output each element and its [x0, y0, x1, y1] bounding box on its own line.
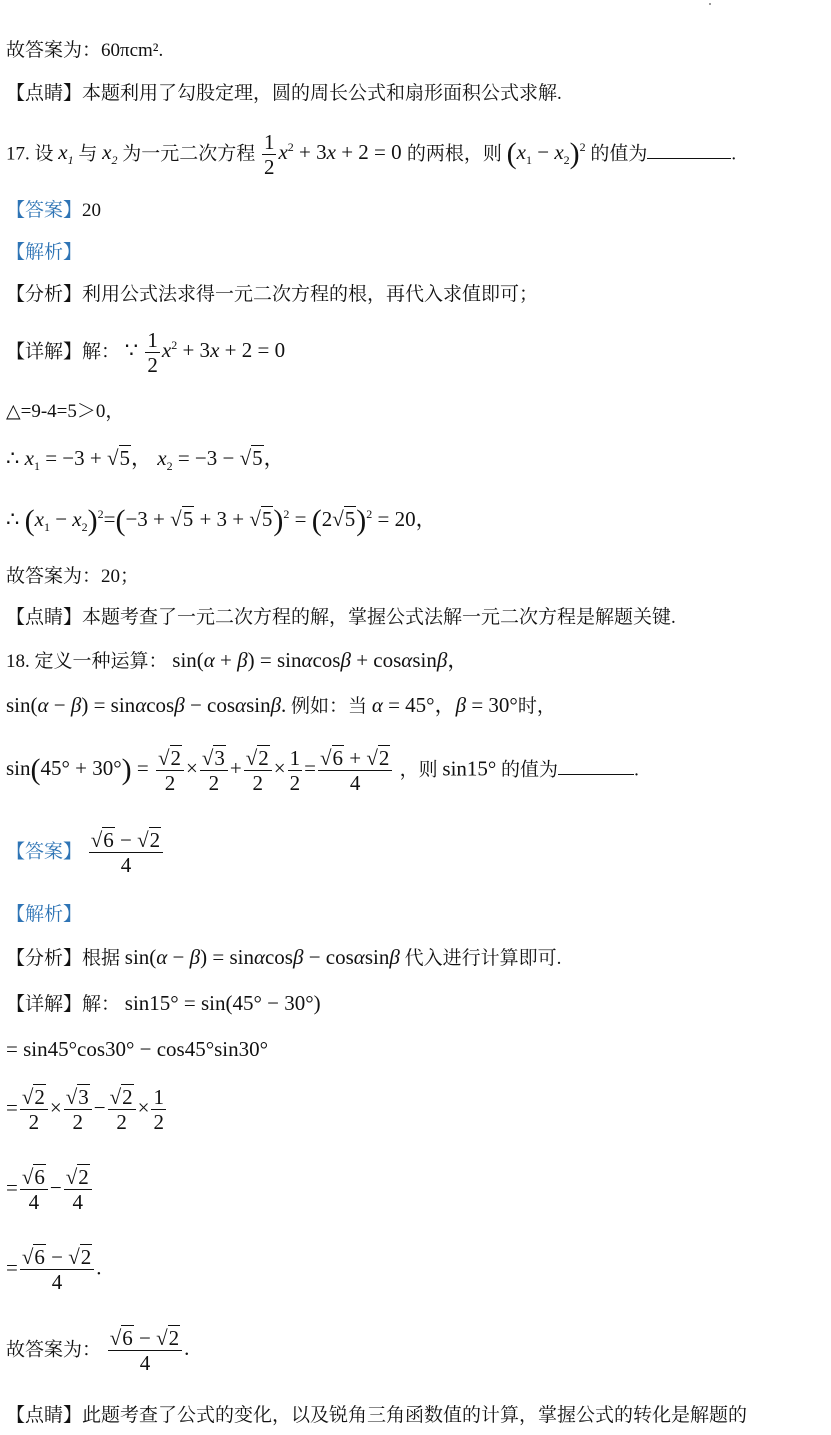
fenxi-18: 【分析】根据 sin(α − β) = sinαcosβ − cosαsinβ 代入进行计算即可. [6, 945, 562, 969]
xiangjie-17: 【详解】解： ∵ $\frac{1}{2}$ $x^2 + 3x + 2 = 0$ [6, 328, 286, 378]
question-18-line1: 18. 定义一种运算： sin(α + β) = sinαcosβ + cosαsinβ， [6, 648, 469, 672]
scan-speck [709, 3, 711, 5]
delta-line: △=9-4=5＞0， [6, 401, 125, 422]
step-3: = $\frac{√6}{4}$ − $\frac{√2}{4}$ [6, 1165, 94, 1214]
xiangjie-18: 【详解】解： sin15° = sin(45° − 30°) [6, 991, 321, 1015]
answer-line-18: 故答案为： $\frac{√6 - √2}{4}$ . [6, 1326, 190, 1376]
answer-18: 【答案】 $\frac{√6 - √2}{4}$ [6, 828, 165, 877]
fenxi-17: 【分析】利用公式法求得一元二次方程的根，再代入求值即可； [6, 284, 539, 305]
step-2: = $\frac{√2}{2}$ × $\frac{√3}{2}$ − $\frac{√2}{2}$ × $\frac{1}{2}$ [6, 1085, 164, 1135]
dianjing-16: 【点睛】本题利用了勾股定理，圆的周长公式和扇形面积公式求解. [6, 83, 562, 104]
jiexi-18: 【解析】 [6, 904, 83, 925]
step-4: = $\frac{√6 - √2}{4}$ . [6, 1245, 102, 1295]
question-18-line3: sin(45° + 30°) = $\frac{√2}{2}$ × $\frac{√3}{2}$ + $\frac{√2}{2}$ × $\frac{1}{2}$ = $\frac{√6 + √2}{4}$ ，则 sin15° 的值为 . [6, 746, 639, 796]
question-18-line2: sin(α − β) = sinαcosβ − cosαsinβ. 例如：当 α = 45°，β = 30°时， [6, 693, 556, 717]
question-17: 17. 设 $x_1$ 与 $x_2$ 为一元二次方程 $\frac{1}{2}$ $x^2 + 3x + 2 = 0$ 的两根，则 $(x_1 - x_2)^2$ 的值为 . [6, 130, 737, 180]
roots-line: ∴ $x_1 = -3 + √5$， $x_2 = -3 - √5$， [6, 446, 285, 474]
compute-line-17: ∴ $(x_1 - x_2)^2=(-3 + √5 + 3 + √5)^2 = (2√5)^2 = 20$， [6, 504, 437, 537]
dianjing-18: 【点睛】此题考查了公式的变化，以及锐角三角函数值的计算，掌握公式的转化是解题的 [6, 1405, 748, 1426]
dianjing-17: 【点睛】本题考查了一元二次方程的解，掌握公式法解一元二次方程是解题关键. [6, 607, 676, 628]
answer-17: 【答案】20 [6, 200, 102, 221]
step-1: = sin45°cos30° − cos45°sin30° [6, 1037, 269, 1061]
answer-line-16: 故答案为：60πcm². [6, 40, 164, 61]
answer-line-17: 故答案为：20； [6, 566, 140, 587]
jiexi-17: 【解析】 [6, 242, 83, 263]
